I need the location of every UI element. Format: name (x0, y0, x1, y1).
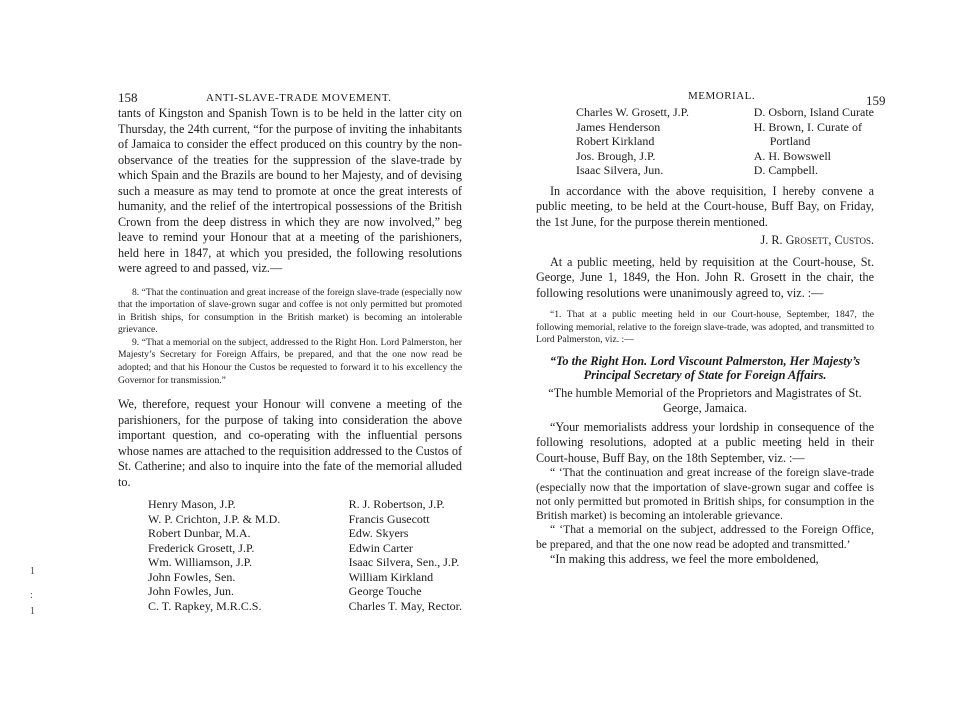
paragraph: We, therefore, request your Honour will convene a meeting of the parishioners, for the purpose of taking into consideration the above important question, and co-operating with the influential persons whose names are attached to the requisition addressed to the Custos of St. Catherine; and also to inquire into the fate of the memorial alluded to. (118, 397, 462, 489)
signatory: Isaac Silvera, Sen., J.P. (348, 555, 460, 570)
signatory: Wm. Williamson, J.P. (148, 555, 252, 570)
paragraph: At a public meeting, held by requisition at the Court-house, St. George, June 1, 1849, the Hon. John R. Grosett in the chair, the following resolutions were unanimously agreed to, viz. :— (536, 254, 874, 300)
signatory: Charles W. Grosett, J.P. (576, 105, 690, 119)
quoted-resolution: “ ‘That the continuation and great increase of the foreign slave-trade (especially now that the importation of slave-grown sugar and coffee is not only permitted but promoted in British ships, for consumption in the British market) is becoming an intolerable grievance. (536, 466, 874, 523)
signatory: Isaac Silvera, Jun. (576, 163, 664, 177)
resolution-1: “1. That at a public meeting held in our Court-house, September, 1847, the following memorial, relative to the foreign slave-trade, was adopted, and transmitted to Lord Palmerston, viz. :— (536, 309, 874, 346)
paragraph: tants of Kingston and Spanish Town is to be held in the latter city on Thursday, the 24th current, “for the purpose of inviting the inhabitants of Jamaica to consider the effect produced on this country by the non-observance of the treaties for the suppression of the slave-trade by which Spain and the Brazils are bound to her Majesty, and of devising such a measure as may tend to promote at once the great interests of humanity, and the relief of the intertropical possessions of the British Crown from the deep distress in which they are now involved,” beg leave to remind your Honour that at a meeting of the parishioners, held here in 1847, at which you presided, the following resolutions were agreed to and passed, viz.— (118, 106, 462, 275)
signatory: D. Osborn, Island Curate (753, 105, 874, 119)
quoted-resolution: “ ‘That a memorial on the subject, addressed to the Foreign Office, be prepared, and that the one now read be adopted and transmitted.’ (536, 523, 874, 551)
signatory: H. Brown, I. Curate of (753, 119, 862, 134)
margin-mark: : (30, 590, 33, 601)
signatories-column-2 (349, 497, 462, 613)
signatory: A. H. Bowswell (753, 148, 832, 163)
paragraph: “Your memorialists address your lordship in consequence of the following resolutions, adopted at a public meeting held in their Court-house, Buff Bay, on the 18th September, viz. :— (536, 419, 874, 465)
paragraph: “In making this address, we feel the more emboldened, (550, 552, 819, 567)
page-number: 159 (866, 93, 886, 108)
signatories-column-2 (754, 105, 874, 178)
resolution-9: 9. “That a memorial on the subject, addressed to the Right Hon. Lord Palmerston, her Majesty’s Secretary for Foreign Affairs, be prepared, and that the one now read be adopted; and that his Honour the Custos be requested to forward it to his excellency the Governor for transmission.” (118, 336, 462, 386)
signatory: Francis Gusecott (348, 511, 430, 526)
signatory: Edwin Carter (348, 540, 413, 555)
right-page (490, 0, 980, 721)
signatories-list (148, 497, 462, 613)
signatory: Robert Kirkland (576, 134, 655, 148)
signatory: R. J. Robertson, J.P. (348, 497, 445, 512)
signatory: William Kirkland (348, 569, 434, 584)
signatory: W. P. Crichton, J.P. & M.D. (148, 511, 281, 526)
running-head: MEMORIAL. (688, 90, 756, 102)
signatory: C. T. Rapkey, M.R.C.S. (148, 598, 262, 613)
signatories-column-1 (576, 105, 689, 178)
signatory: James Henderson (576, 119, 661, 134)
signatory: Charles T. May, Rector. (348, 598, 462, 613)
signatories-column-1 (148, 497, 280, 613)
signatory: Edw. Skyers (348, 526, 409, 541)
signatories-list (576, 105, 874, 178)
right-text-column (536, 105, 874, 568)
running-head: ANTI-SLAVE-TRADE MOVEMENT. (206, 92, 392, 104)
signatory: John Fowles, Sen. (148, 569, 236, 584)
page-number: 158 (118, 90, 138, 105)
signatory: Robert Dunbar, M.A. (148, 526, 251, 541)
memorial-address: “To the Right Hon. Lord Viscount Palmerston, Her Majesty’s Principal Secretary of State for Foreign Affairs. (549, 353, 861, 383)
left-text-column (118, 106, 462, 613)
memorial-title: “The humble Memorial of the Proprietors and Magistrates of St. George, Jamaica. (548, 385, 862, 416)
signatory: John Fowles, Jun. (148, 584, 235, 599)
signatory: Frederick Grosett, J.P. (148, 540, 255, 555)
custos-signature: J. R. Grosett, Custos. (760, 233, 874, 247)
signatory: George Touche (348, 584, 422, 599)
margin-mark: 1 (30, 606, 35, 617)
margin-mark: 1 (30, 566, 35, 577)
signatory: Henry Mason, J.P. (148, 497, 236, 512)
resolution-8: 8. “That the continuation and great increase of the foreign slave-trade (especially now that the importation of slave-grown sugar and coffee is not only permitted but promoted in British ships, for consumption in the British market) is becoming an intolerable grievance. (118, 286, 462, 336)
paragraph: In accordance with the above requisition, I hereby convene a public meeting, to be held at the Court-house, Buff Bay, on Friday, the 1st June, for the purpose therein mentioned. (536, 183, 874, 229)
signatory: D. Campbell. (753, 163, 819, 177)
signatory: Jos. Brough, J.P. (576, 148, 656, 163)
signatory: Portland (769, 134, 811, 148)
